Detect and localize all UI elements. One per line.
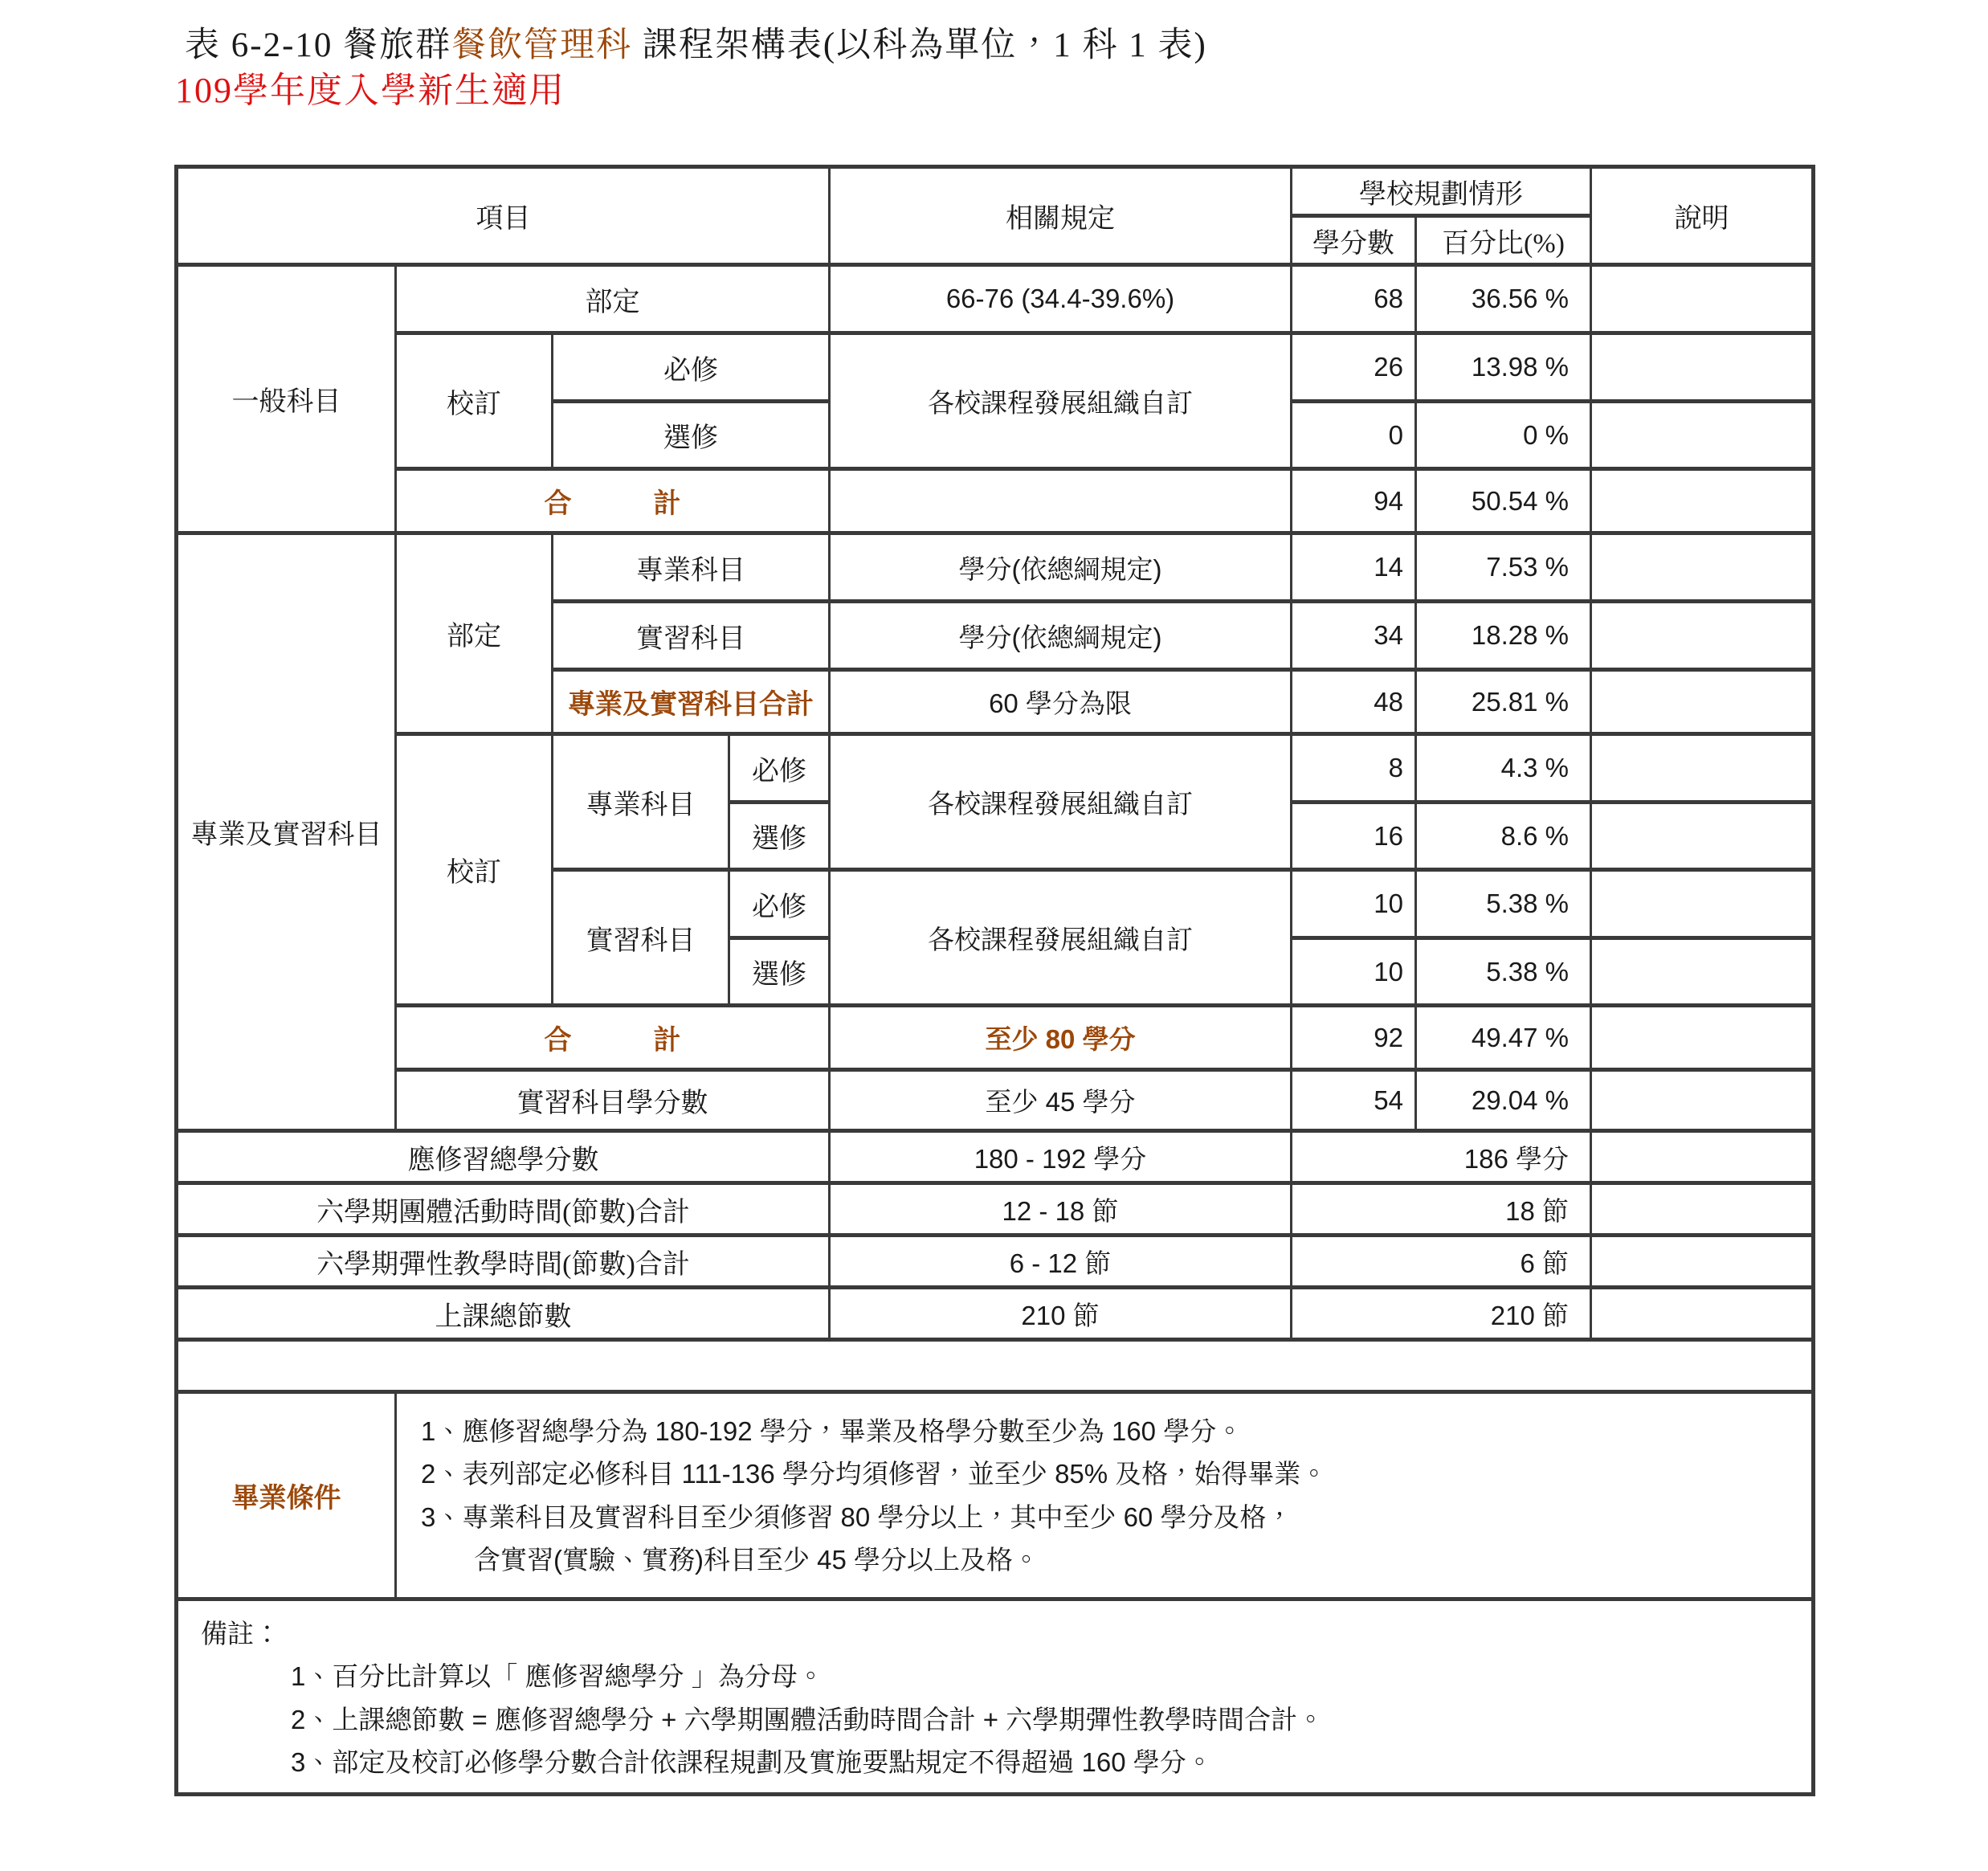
note-item-2: 2、上課總節數 = 應修習總學分 + 六學期團體活動時間合計 + 六學期彈性教學時間合計。 xyxy=(291,1704,1325,1734)
practicum-total-label: 實習科目學分數 xyxy=(396,1070,830,1131)
professional-xiaoding-pro-required-percent: 4.3 % xyxy=(1416,734,1591,803)
general-buding-label: 部定 xyxy=(396,265,830,333)
curriculum-structure-table xyxy=(174,165,1815,1796)
remark-cell xyxy=(1591,1006,1814,1070)
remark-cell xyxy=(1591,265,1814,333)
professional-xiaoding-pro-elective-credits: 16 xyxy=(1292,803,1416,870)
professional-subtotal-percent: 49.47 % xyxy=(1416,1006,1591,1070)
professional-buding-subtotal-percent: 25.81 % xyxy=(1416,670,1591,734)
professional-buding-label: 部定 xyxy=(396,533,553,734)
professional-xiaoding-pro-required-credits: 8 xyxy=(1292,734,1416,803)
professional-xiaoding-pro-regulation: 各校課程發展組織自訂 xyxy=(830,734,1292,870)
note-item-3: 3、部定及校訂必修學分數合計依課程規劃及實施要點規定不得超過 160 學分。 xyxy=(291,1747,1213,1778)
general-subjects-label: 一般科目 xyxy=(177,265,396,533)
general-required-label: 必修 xyxy=(553,333,830,402)
general-buding-percent: 36.56 % xyxy=(1416,265,1591,333)
general-subtotal-regulation-empty xyxy=(830,469,1292,533)
professional-xiaoding-prac-regulation: 各校課程發展組織自訂 xyxy=(830,870,1292,1006)
graduation-item-2: 2、表列部定必修科目 111-136 學分均須修習，並至少 85% 及格，始得畢業。 xyxy=(421,1459,1328,1489)
header-credits: 學分數 xyxy=(1292,216,1416,265)
professional-xiaoding-pro-elective-percent: 8.6 % xyxy=(1416,803,1591,870)
general-elective-label: 選修 xyxy=(553,402,830,469)
professional-buding-pro-credits: 14 xyxy=(1292,533,1416,602)
practicum-total-regulation: 至少 45 學分 xyxy=(830,1070,1292,1131)
general-subtotal-label: 合 計 xyxy=(396,469,830,533)
remark-cell xyxy=(1591,1236,1814,1288)
remark-cell xyxy=(1591,402,1814,469)
practicum-total-credits: 54 xyxy=(1292,1070,1416,1131)
group-activity-value: 18 節 xyxy=(1292,1183,1591,1236)
remark-cell xyxy=(1591,870,1814,938)
remark-cell xyxy=(1591,938,1814,1006)
remark-cell xyxy=(1591,670,1814,734)
title-prefix: 表 6-2-10 餐旅群 xyxy=(185,27,452,64)
remark-cell xyxy=(1591,803,1814,870)
professional-xiaoding-prac-required-percent: 5.38 % xyxy=(1416,870,1591,938)
remark-cell xyxy=(1591,602,1814,670)
graduation-conditions-content xyxy=(396,1392,1814,1599)
header-school-plan: 學校規劃情形 xyxy=(1292,167,1591,216)
flexible-teaching-regulation: 6 - 12 節 xyxy=(830,1236,1292,1288)
professional-buding-subtotal-regulation: 60 學分為限 xyxy=(830,670,1292,734)
practicum-total-percent: 29.04 % xyxy=(1416,1070,1591,1131)
graduation-item-1: 1、應修習總學分為 180-192 學分，畢業及格學分數至少為 160 學分。 xyxy=(421,1416,1243,1446)
title-department: 餐飲管理科 xyxy=(451,27,633,64)
professional-subjects-label: 專業及實習科目 xyxy=(177,533,396,1131)
remark-cell xyxy=(1591,1131,1814,1183)
professional-xiaoding-pro-required-label: 必修 xyxy=(729,734,830,803)
notes-section xyxy=(177,1599,1814,1795)
flexible-teaching-label: 六學期彈性教學時間(節數)合計 xyxy=(177,1236,830,1288)
general-xiaoding-label: 校訂 xyxy=(396,333,553,469)
group-activity-regulation: 12 - 18 節 xyxy=(830,1183,1292,1236)
remark-cell xyxy=(1591,734,1814,803)
professional-xiaoding-prac-elective-percent: 5.38 % xyxy=(1416,938,1591,1006)
professional-buding-pro-label: 專業科目 xyxy=(553,533,830,602)
graduation-item-3: 3、專業科目及實習科目至少須修習 80 學分以上，其中至少 60 學分及格， xyxy=(421,1501,1293,1532)
professional-xiaoding-label: 校訂 xyxy=(396,734,553,1006)
general-xiaoding-regulation: 各校課程發展組織自訂 xyxy=(830,333,1292,469)
general-subtotal-credits: 94 xyxy=(1292,469,1416,533)
professional-xiaoding-prac-label: 實習科目 xyxy=(553,870,729,1006)
title-suffix: 課程架構表(以科為單位，1 科 1 表) xyxy=(632,27,1207,64)
note-item-1: 1、百分比計算以「 應修習總學分 」為分母。 xyxy=(291,1661,824,1692)
general-buding-regulation: 66-76 (34.4-39.6%) xyxy=(830,265,1292,333)
header-item: 項目 xyxy=(177,167,830,265)
spacer-row xyxy=(177,1340,1814,1392)
subtitle-cohort: 109學年度入學新生適用 xyxy=(175,71,565,110)
professional-xiaoding-prac-required-credits: 10 xyxy=(1292,870,1416,938)
professional-buding-subtotal-credits: 48 xyxy=(1292,670,1416,734)
professional-xiaoding-prac-elective-credits: 10 xyxy=(1292,938,1416,1006)
professional-xiaoding-prac-elective-label: 選修 xyxy=(729,938,830,1006)
professional-buding-pro-regulation: 學分(依總綱規定) xyxy=(830,533,1292,602)
remark-cell xyxy=(1591,1183,1814,1236)
total-credits-regulation: 180 - 192 學分 xyxy=(830,1131,1292,1183)
total-periods-regulation: 210 節 xyxy=(830,1288,1292,1340)
notes-label: 備註： xyxy=(201,1619,280,1648)
general-required-credits: 26 xyxy=(1292,333,1416,402)
header-remark: 說明 xyxy=(1591,167,1814,265)
professional-subtotal-credits: 92 xyxy=(1292,1006,1416,1070)
total-credits-label: 應修習總學分數 xyxy=(177,1131,830,1183)
remark-cell xyxy=(1591,469,1814,533)
total-credits-value: 186 學分 xyxy=(1292,1131,1591,1183)
professional-xiaoding-pro-elective-label: 選修 xyxy=(729,803,830,870)
professional-subtotal-label: 合 計 xyxy=(396,1006,830,1070)
graduation-conditions-label: 畢業條件 xyxy=(177,1392,396,1599)
header-percentage: 百分比(%) xyxy=(1416,216,1591,265)
flexible-teaching-value: 6 節 xyxy=(1292,1236,1591,1288)
general-buding-credits: 68 xyxy=(1292,265,1416,333)
group-activity-label: 六學期團體活動時間(節數)合計 xyxy=(177,1183,830,1236)
total-periods-value: 210 節 xyxy=(1292,1288,1591,1340)
remark-cell xyxy=(1591,333,1814,402)
professional-buding-prac-credits: 34 xyxy=(1292,602,1416,670)
document-title xyxy=(185,18,1207,67)
remark-cell xyxy=(1591,1288,1814,1340)
professional-xiaoding-pro-label: 專業科目 xyxy=(553,734,729,870)
general-required-percent: 13.98 % xyxy=(1416,333,1591,402)
professional-buding-prac-label: 實習科目 xyxy=(553,602,830,670)
remark-cell xyxy=(1591,533,1814,602)
graduation-item-3-continued: 含實習(實驗、實務)科目至少 45 學分以上及格。 xyxy=(474,1544,1040,1575)
professional-subtotal-regulation: 至少 80 學分 xyxy=(830,1006,1292,1070)
professional-buding-pro-percent: 7.53 % xyxy=(1416,533,1591,602)
remark-cell xyxy=(1591,1070,1814,1131)
professional-xiaoding-prac-required-label: 必修 xyxy=(729,870,830,938)
header-regulation: 相關規定 xyxy=(830,167,1292,265)
general-elective-percent: 0 % xyxy=(1416,402,1591,469)
total-periods-label: 上課總節數 xyxy=(177,1288,830,1340)
general-elective-credits: 0 xyxy=(1292,402,1416,469)
professional-buding-prac-percent: 18.28 % xyxy=(1416,602,1591,670)
professional-buding-subtotal-label: 專業及實習科目合計 xyxy=(553,670,830,734)
professional-buding-prac-regulation: 學分(依總綱規定) xyxy=(830,602,1292,670)
general-subtotal-percent: 50.54 % xyxy=(1416,469,1591,533)
